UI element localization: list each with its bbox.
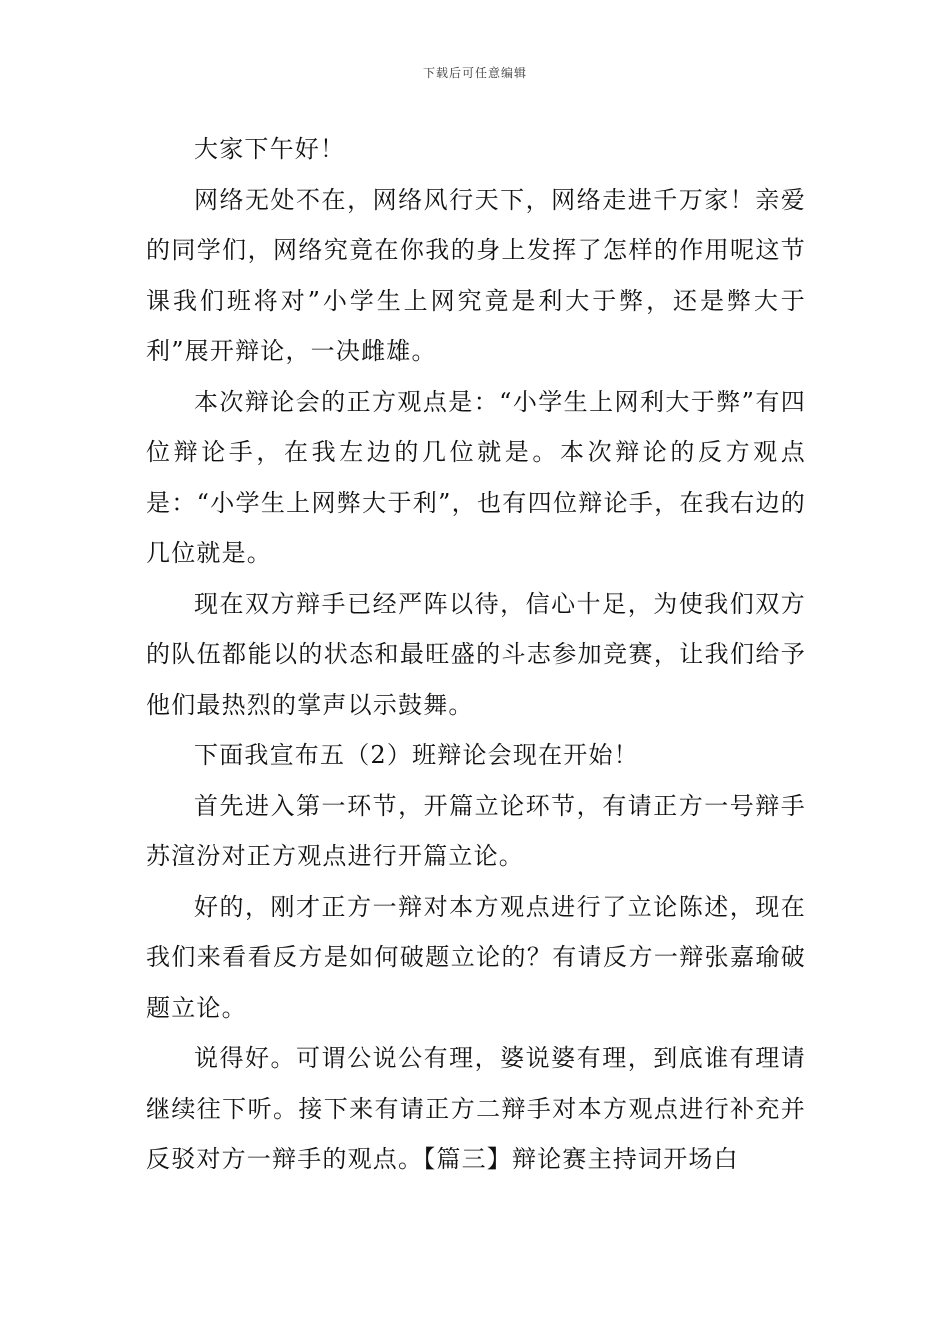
paragraph-announce-start: 下面我宣布五（2）班辩论会现在开始！ [194, 741, 639, 769]
page-header-note: 下载后可任意编辑 [422, 66, 527, 80]
paragraph-rebuttal: 好的，刚才正方一辩对本方观点进行了立论陈述，现在我们来看看反方是如何破题立论的？有请反方一辩张嘉瑜破题立论。 [146, 892, 806, 1022]
document-body [146, 124, 806, 1185]
paragraph-greeting: 大家下午好！ [194, 135, 346, 163]
paragraph-applause: 现在双方辩手已经严阵以待，信心十足，为使我们双方的队伍都能以的状态和最旺盛的斗志参加竞赛，让我们给予他们最热烈的掌声以示鼓舞。 [146, 589, 806, 719]
paragraph-continue: 说得好。可谓公说公有理，婆说婆有理，到底谁有理请继续往下听。接下来有请正方二辩手对本方观点进行补充并反驳对方一辩手的观点。【篇三】辩论赛主持词开场白 [146, 1044, 806, 1173]
paragraph-intro: 网络无处不在，网络风行天下，网络走进千万家！亲爱的同学们，网络究竟在你我的身上发挥了怎样的作用呢这节课我们班将对”小学生上网究竟是利大于弊，还是弊大于利”展开辩论，一决雌雄。 [146, 185, 806, 365]
paragraph-first-round: 首先进入第一环节，开篇立论环节，有请正方一号辩手苏渲汾对正方观点进行开篇立论。 [146, 791, 806, 870]
paragraph-sides: 本次辩论会的正方观点是：“小学生上网利大于弊”有四位辩论手，在我左边的几位就是。本次辩论的反方观点是：“小学生上网弊大于利”，也有四位辩论手，在我右边的几位就是。 [146, 387, 806, 567]
